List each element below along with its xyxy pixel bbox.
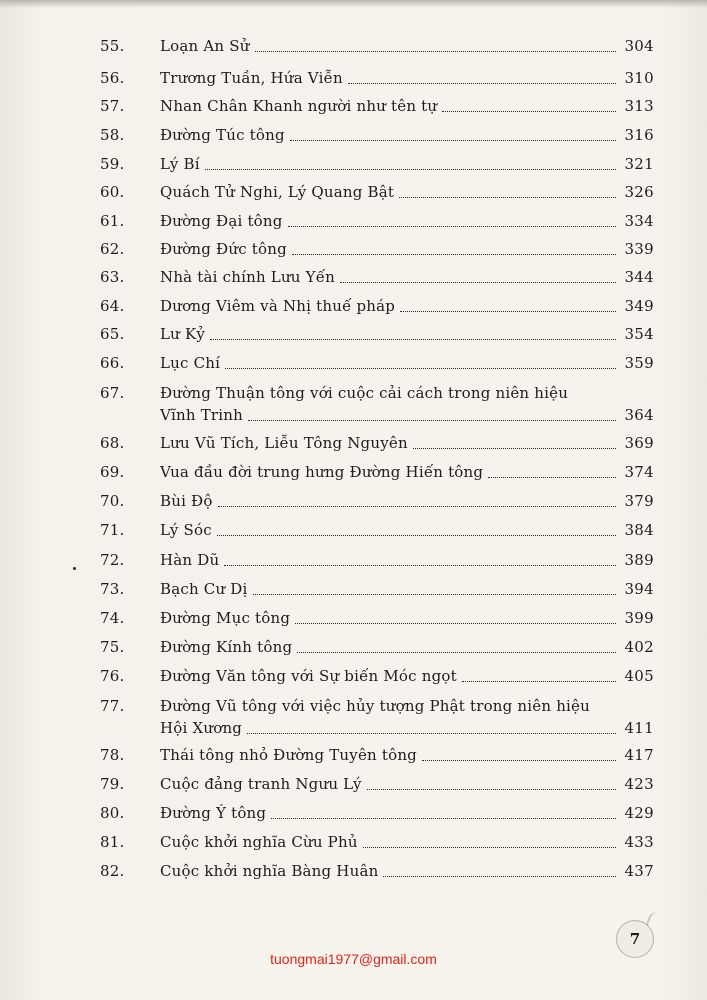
entry-page: 394: [624, 580, 654, 598]
entry-page: 433: [624, 833, 654, 851]
entry-page: 423: [624, 775, 654, 793]
entry-number: 57.: [100, 97, 125, 115]
dot-leader: [205, 169, 616, 170]
entry-page: 369: [624, 434, 654, 452]
entry-title: Vua đầu đời trung hưng Đường Hiến tông: [160, 463, 484, 481]
dot-leader: [253, 594, 616, 595]
dot-leader: [383, 876, 616, 877]
entry-title: Đường Thuận tông với cuộc cải cách trong niên hiệu: [160, 384, 569, 402]
dot-leader: [225, 368, 616, 369]
dot-leader: [224, 565, 616, 566]
dot-leader: [248, 420, 616, 421]
entry-page: 379: [624, 492, 654, 510]
entry-page: 334: [624, 212, 654, 230]
dot-leader: [442, 111, 616, 112]
entry-page: 313: [624, 97, 654, 115]
entry-title: Cuộc khởi nghĩa Cừu Phủ: [160, 833, 358, 851]
dot-leader: [422, 760, 616, 761]
entry-page: 344: [624, 268, 654, 286]
entry-page: 429: [624, 804, 654, 822]
entry-title: Đường Ý tông: [160, 804, 267, 822]
entry-number: 56.: [100, 69, 125, 87]
entry-number: 64.: [100, 297, 125, 315]
entry-number: 76.: [100, 667, 125, 685]
entry-page: 326: [624, 183, 654, 201]
entry-title: Nhà tài chính Lưu Yến: [160, 268, 336, 286]
dot-leader: [290, 140, 616, 141]
entry-number: 61.: [100, 212, 125, 230]
entry-number: 78.: [100, 746, 125, 764]
entry-title: Bùi Độ: [160, 492, 213, 510]
entry-title: Trương Tuần, Hứa Viễn: [160, 69, 343, 87]
entry-title: Lý Bí: [160, 155, 200, 173]
entry-title: Đường Đức tông: [160, 240, 287, 258]
dot-leader: [247, 733, 616, 734]
entry-number: 62.: [100, 240, 125, 258]
entry-page: 411: [624, 719, 654, 737]
entry-page: 316: [624, 126, 654, 144]
dot-leader: [367, 789, 616, 790]
entry-title: Nhan Chân Khanh người như tên tự: [160, 97, 438, 115]
entry-page: 384: [624, 521, 654, 539]
entry-title: Đường Túc tông: [160, 126, 285, 144]
dot-leader: [217, 535, 616, 536]
entry-title: Bạch Cư Dị: [160, 580, 248, 598]
entry-title-continued: Vĩnh Trinh: [160, 406, 244, 424]
dot-leader: [297, 652, 616, 653]
dot-leader: [288, 226, 616, 227]
entry-title: Loạn An Sử: [160, 37, 250, 55]
dot-leader: [218, 506, 616, 507]
dot-leader: [340, 282, 616, 283]
entry-title: Thái tông nhỏ Đường Tuyên tông: [160, 746, 417, 764]
entry-page: 405: [624, 667, 654, 685]
entry-page: 402: [624, 638, 654, 656]
entry-number: 75.: [100, 638, 125, 656]
entry-page: 339: [624, 240, 654, 258]
dot-leader: [255, 51, 616, 52]
entry-page: 304: [624, 37, 654, 55]
entry-title: Đường Kính tông: [160, 638, 293, 656]
entry-page: 374: [624, 463, 654, 481]
footer-email: tuongmai1977@gmail.com: [270, 951, 437, 967]
dot-leader: [363, 847, 616, 848]
entry-title-continued: Hội Xương: [160, 719, 243, 737]
dot-leader: [462, 681, 616, 682]
dot-leader: [400, 311, 616, 312]
page-number: 7: [629, 930, 641, 948]
entry-number: 74.: [100, 609, 125, 627]
entry-number: 55.: [100, 37, 125, 55]
entry-number: 59.: [100, 155, 125, 173]
entry-number: 60.: [100, 183, 125, 201]
entry-title: Lưu Vũ Tích, Liễu Tông Nguyên: [160, 434, 408, 452]
entry-title: Lục Chí: [160, 354, 221, 372]
dot-leader: [292, 254, 616, 255]
entry-number: 77.: [100, 697, 125, 715]
dot-leader: [399, 197, 616, 198]
dot-leader: [295, 623, 616, 624]
entry-number: 58.: [100, 126, 125, 144]
entry-title: Đường Đại tông: [160, 212, 283, 230]
entry-page: 389: [624, 551, 654, 569]
entry-title: Đường Vũ tông với việc hủy tượng Phật trong niên hiệu: [160, 697, 590, 715]
entry-number: 73.: [100, 580, 125, 598]
entry-page: 417: [624, 746, 654, 764]
entry-title: Lư Kỷ: [160, 325, 206, 343]
entry-title: Dương Viêm và Nhị thuế pháp: [160, 297, 396, 315]
dot-leader: [271, 818, 616, 819]
entry-title: Đường Mục tông: [160, 609, 291, 627]
entry-number: 69.: [100, 463, 125, 481]
entry-number: 80.: [100, 804, 125, 822]
entry-title: Cuộc khởi nghĩa Bàng Huân: [160, 862, 379, 880]
entry-page: 349: [624, 297, 654, 315]
entry-title: Đường Văn tông với Sự biến Móc ngọt: [160, 667, 457, 685]
entry-page: 359: [624, 354, 654, 372]
entry-number: 81.: [100, 833, 125, 851]
entry-page: 364: [624, 406, 654, 424]
dot-leader: [210, 339, 616, 340]
entry-number: 70.: [100, 492, 125, 510]
entry-title: Hàn Dũ: [160, 551, 220, 569]
entry-title: Quách Tử Nghi, Lý Quang Bật: [160, 183, 395, 201]
entry-title: Lý Sóc: [160, 521, 212, 539]
entry-number: 63.: [100, 268, 125, 286]
dot-leader: [348, 83, 616, 84]
entry-page: 321: [624, 155, 654, 173]
entry-number: 71.: [100, 521, 125, 539]
entry-page: 310: [624, 69, 654, 87]
dot-leader: [413, 448, 616, 449]
entry-page: 399: [624, 609, 654, 627]
entry-title: Cuộc đảng tranh Ngưu Lý: [160, 775, 362, 793]
entry-number: 67.: [100, 384, 125, 402]
entry-number: 79.: [100, 775, 125, 793]
entry-number: 68.: [100, 434, 125, 452]
entry-number: 66.: [100, 354, 125, 372]
entry-page: 354: [624, 325, 654, 343]
entry-number: 65.: [100, 325, 125, 343]
entry-number: 72.: [100, 551, 125, 569]
entry-page: 437: [624, 862, 654, 880]
entry-number: 82.: [100, 862, 125, 880]
dot-leader: [488, 477, 616, 478]
